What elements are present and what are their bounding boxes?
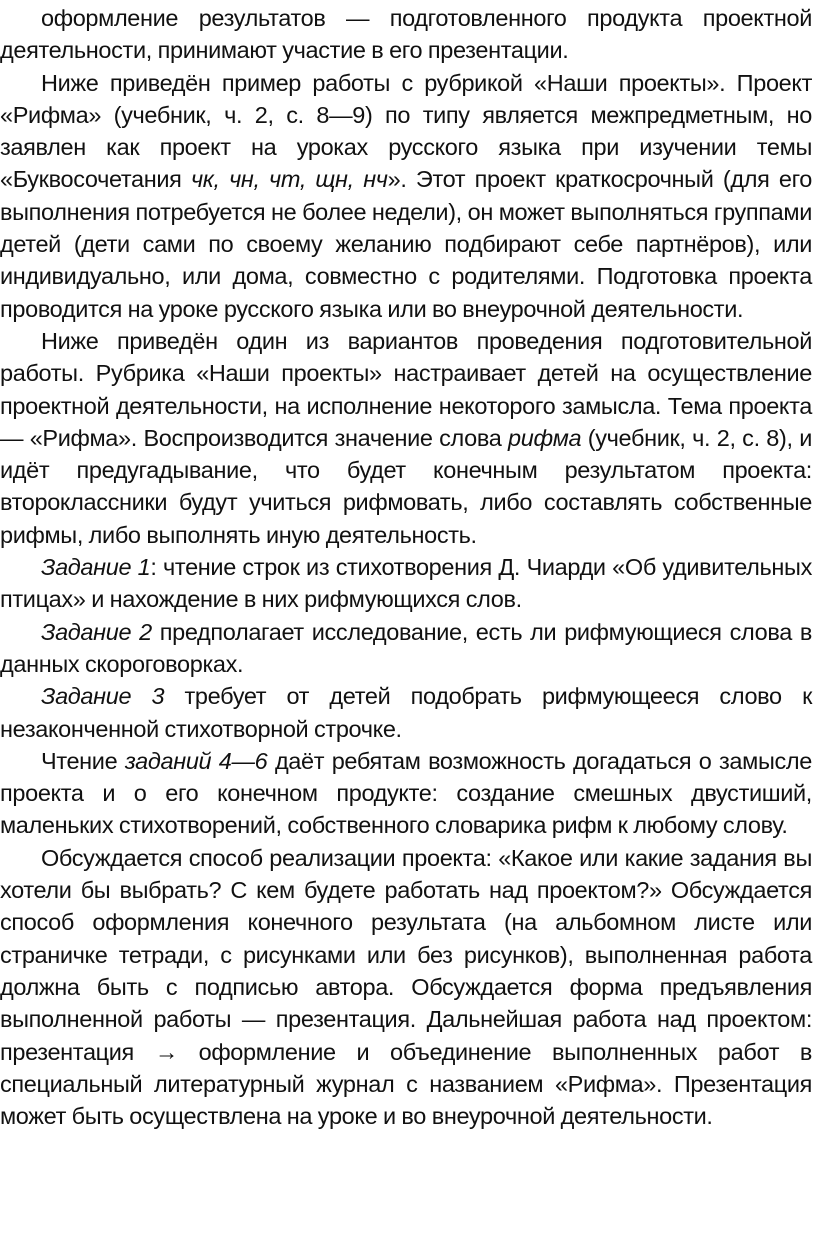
paragraph-text: (учебник, ч. 2, с. 8), и идёт предугадывание, что будет конечным результатом проекта: второклассники будут учиться рифмовать, либо составлять собственные рифмы, либо выполнять иную деятельность. [0, 424, 812, 548]
italic-task-label: Задание 1 [41, 554, 151, 581]
paragraph-text: оформление результатов — подготовленного продукта проектной деятельности, принимают участие в его презентации. [0, 5, 812, 64]
italic-letter-combinations: чк, чн, чт, щн, нч [190, 166, 388, 193]
paragraph-task-1 [0, 551, 812, 616]
paragraph-text: Ниже приведён один из вариантов проведения подготовительной работы. Рубрика «Наши проекты» настраивает детей на осуществление проектной деятельности, на исполнение некоторого замысла. Тема проекта — «Рифма». Воспроизводится значение слова [0, 327, 812, 451]
paragraph-tasks-4-6 [0, 745, 812, 842]
italic-tasks-range: заданий 4—6 [124, 747, 268, 774]
paragraph-text: требует от детей подобрать рифмующееся слово к незаконченной стихотворной строчке. [0, 683, 812, 742]
paragraph-text: ». Этот проект краткосрочный (для его выполнения потребуется не более недели), он может выполняться группами детей (дети сами по своему желанию подбирают себе партнёров), или индивидуально, или дома, совместно с родителями. Подготовка проекта проводится на уроке русского языка или во внеурочной деятельности. [0, 166, 812, 322]
italic-task-label: Задание 2 [41, 618, 152, 645]
document-page [0, 2, 812, 1132]
paragraph-text: даёт ребятам возможность догадаться о замысле проекта и о его конечном продукте: создание смешных двустиший, маленьких стихотворений, собственного словарика рифм к любому слову. [0, 747, 812, 839]
paragraph-preparation [0, 325, 812, 551]
paragraph-text: Чтение [41, 747, 125, 774]
paragraph-task-2 [0, 616, 812, 681]
italic-task-label: Задание 3 [41, 683, 165, 710]
italic-word-rhyme: рифма [508, 424, 582, 451]
paragraph-text: Ниже приведён пример работы с рубрикой «Наши проекты». Проект «Рифма» (учебник, ч. 2, с. 8—9) по типу является межпредметным, но заявлен как проект на уроках русского языка при изучении темы «Буквосочетания [0, 69, 812, 193]
paragraph-task-3 [0, 680, 812, 745]
paragraph-example [0, 67, 812, 325]
paragraph-text: Обсуждается способ реализации проекта: «Какое или какие задания вы хотели бы выбрать? С кем будете работать над проектом?» Обсуждается способ оформления конечного результата (на альбомном листе или страничке тетради, с рисунками или без рисунков), выполненная работа должна быть с подписью автора. Обсуждается форма предъявления выполненной работы — презентация. Дальнейшая работа над проектом: презентация → оформление и объединение выполненных работ в специальный литературный журнал с названием «Рифма». Презентация может быть осуществлена на уроке и во внеурочной деятельности. [0, 844, 812, 1130]
paragraph-discussion [0, 842, 812, 1133]
paragraph-intro [0, 2, 812, 67]
paragraph-text: : чтение строк из стихотворения Д. Чиарди «Об удивительных птицах» и нахождение в них рифмующихся слов. [0, 554, 812, 613]
paragraph-text: предполагает исследование, есть ли рифмующиеся слова в данных скороговорках. [0, 618, 812, 677]
